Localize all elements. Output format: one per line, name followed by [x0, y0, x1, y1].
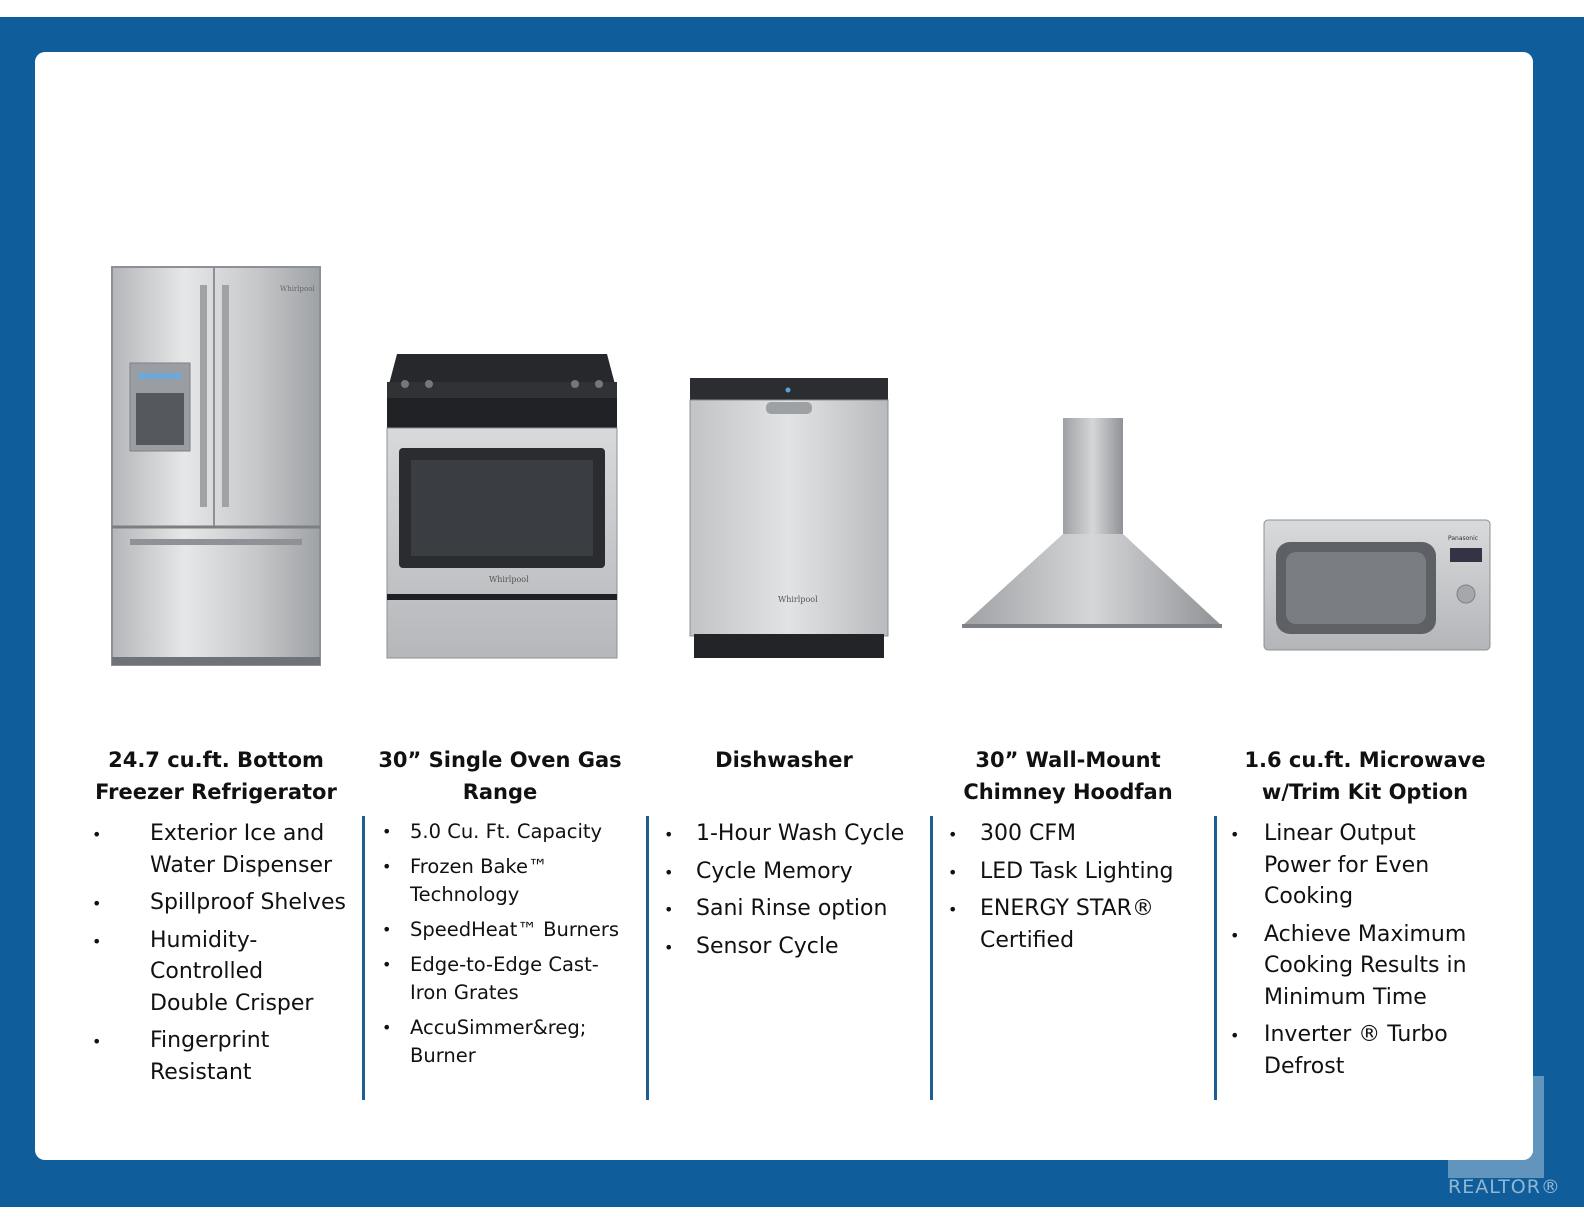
column-divider	[646, 816, 649, 1100]
feature-item	[944, 856, 1210, 888]
bullet: •	[382, 857, 392, 876]
bullet: •	[382, 920, 392, 939]
bullet: •	[664, 900, 674, 919]
feature-line: Achieve Maximum	[1264, 921, 1467, 947]
title-line: Chimney Hoodfan	[963, 780, 1173, 804]
bullet: •	[948, 825, 958, 844]
feature-item	[378, 916, 640, 944]
bullet: •	[382, 822, 392, 841]
realtor-watermark: REALTOR®	[1448, 1176, 1561, 1198]
feature-item	[92, 818, 354, 881]
feature-item	[660, 931, 926, 963]
bullet: •	[1230, 1026, 1240, 1045]
feature-line: Sensor Cycle	[696, 933, 839, 959]
hoodfan-title	[938, 744, 1198, 808]
gas-range-image	[385, 352, 619, 660]
feature-line: Technology	[410, 883, 520, 906]
feature-line: AccuSimmer&reg;	[410, 1016, 587, 1039]
refrigerator-title	[88, 744, 344, 808]
bullet: •	[664, 937, 674, 957]
feature-item	[378, 951, 640, 1007]
feature-line: Humidity-	[150, 927, 258, 953]
feature-line: Linear Output	[1264, 821, 1416, 846]
bullet: •	[92, 1032, 102, 1051]
feature-line: 300 CFM	[980, 821, 1076, 846]
feature-line: Fingerprint	[150, 1028, 270, 1053]
feature-item	[92, 1025, 354, 1088]
hoodfan-features	[944, 818, 1210, 962]
microwave-image	[1262, 518, 1492, 654]
column-divider	[1214, 816, 1217, 1100]
whirlpool-logo: Whirlpool	[778, 595, 818, 604]
feature-item	[944, 893, 1210, 956]
title-line: w/Trim Kit Option	[1261, 780, 1469, 804]
feature-line: Burner	[410, 1044, 476, 1067]
feature-item	[378, 853, 640, 909]
feature-item	[378, 1014, 640, 1070]
feature-line: Frozen Bake™	[410, 855, 548, 878]
realtor-logo-icon	[1448, 1076, 1544, 1178]
range-features	[378, 818, 640, 1077]
feature-item	[1226, 818, 1516, 913]
panasonic-logo: Panasonic	[1448, 535, 1479, 542]
feature-item	[1226, 1019, 1516, 1082]
feature-item	[92, 925, 354, 1020]
feature-line: Certified	[980, 927, 1075, 953]
title-line: Range	[462, 780, 538, 804]
refrigerator-image	[110, 265, 322, 670]
dishwasher-title	[654, 744, 914, 776]
whirlpool-logo: Whirlpool	[489, 575, 529, 584]
feature-line: Minimum Time	[1264, 984, 1427, 1010]
title-line: Freezer Refrigerator	[95, 780, 337, 804]
feature-item	[660, 856, 926, 888]
bullet: •	[382, 1018, 392, 1037]
feature-line: LED Task Lighting	[980, 858, 1174, 884]
feature-item	[944, 818, 1210, 850]
feature-line: 1-Hour Wash Cycle	[696, 821, 905, 846]
bullet: •	[92, 825, 102, 844]
bullet: •	[1230, 925, 1240, 945]
feature-line: Iron Grates	[410, 981, 519, 1004]
feature-line: Edge-to-Edge Cast-	[410, 953, 599, 976]
microwave-features	[1226, 818, 1516, 1088]
feature-line: Power for Even	[1264, 852, 1430, 878]
feature-item	[92, 887, 354, 919]
feature-line: Defrost	[1264, 1053, 1345, 1079]
bullet: •	[664, 862, 674, 882]
bullet: •	[948, 862, 958, 882]
title-line: 1.6 cu.ft. Microwave	[1244, 748, 1486, 772]
dishwasher-image	[688, 376, 890, 660]
feature-line: Cooking Results in	[1264, 953, 1467, 978]
feature-line: Spillproof Shelves	[150, 890, 347, 915]
microwave-title	[1224, 744, 1506, 808]
feature-line: Sani Rinse option	[696, 896, 888, 921]
refrigerator-features	[92, 818, 354, 1094]
feature-line: Resistant	[150, 1059, 252, 1085]
feature-line: 5.0 Cu. Ft. Capacity	[410, 820, 603, 843]
feature-line: Double Crisper	[150, 990, 314, 1016]
feature-line: Inverter ® Turbo	[1264, 1022, 1448, 1047]
hoodfan-image	[960, 416, 1224, 632]
feature-item	[1226, 919, 1516, 1014]
bullet: •	[92, 931, 102, 951]
whirlpool-logo: Whirlpool	[280, 285, 315, 293]
title-line: 30” Single Oven Gas	[378, 748, 622, 772]
range-title	[370, 744, 630, 808]
column-divider	[930, 816, 933, 1100]
feature-line: Cycle Memory	[696, 858, 853, 884]
column-divider	[362, 816, 365, 1100]
bullet: •	[664, 825, 674, 844]
feature-line: SpeedHeat™ Burners	[410, 918, 620, 941]
bullet: •	[92, 894, 102, 913]
title-line: Dishwasher	[715, 748, 853, 772]
bullet: •	[948, 900, 958, 919]
feature-line: Water Dispenser	[150, 852, 333, 878]
title-line: 24.7 cu.ft. Bottom	[108, 748, 324, 772]
feature-item	[660, 818, 926, 850]
feature-line: Cooking	[1264, 884, 1354, 909]
bullet: •	[382, 955, 392, 974]
feature-item	[378, 818, 640, 846]
bullet: •	[1230, 825, 1240, 844]
feature-line: ENERGY STAR®	[980, 896, 1154, 921]
feature-line: Exterior Ice and	[150, 821, 325, 846]
title-line: 30” Wall-Mount	[975, 748, 1161, 772]
dishwasher-features	[660, 818, 926, 968]
feature-line: Controlled	[150, 959, 264, 984]
feature-item	[660, 893, 926, 925]
